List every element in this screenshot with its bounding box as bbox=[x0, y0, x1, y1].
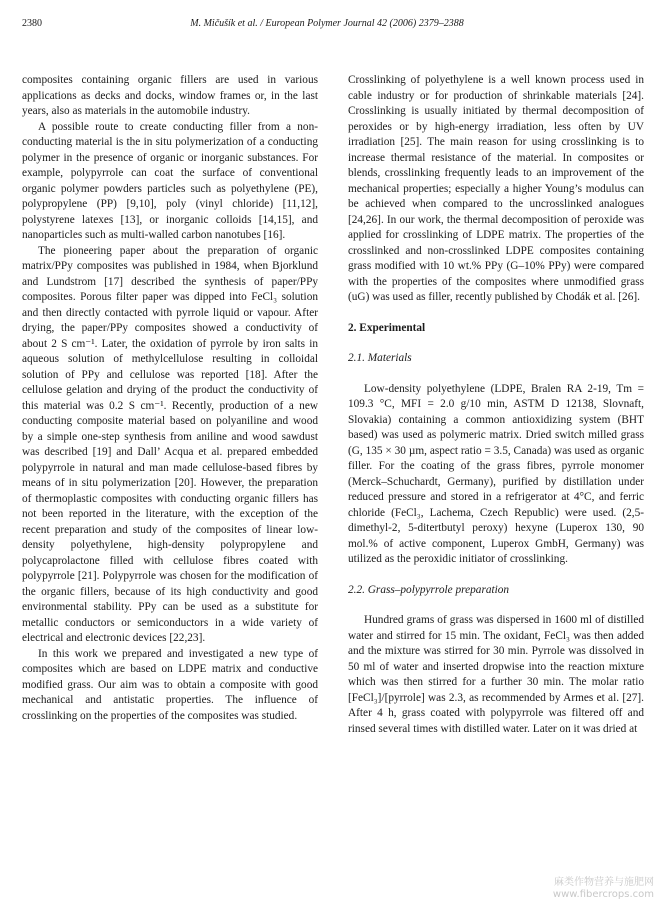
page-header bbox=[22, 18, 632, 38]
watermark-line: 麻类作物营养与施肥网 bbox=[554, 877, 654, 888]
paragraph: Crosslinking of polyethylene is a well known process used in cable industry or for production of shrinkable materials [24]. Crosslinking is usually initiated by thermal decomposition of peroxides or by high-energy irradiation, less often by UV irradiation [25]. The main reason for using crosslinking is to increase thermal resistance of the material. In composites or blends, crosslinking frequently leads to an improvement of the mechanical properties; especially a higher Young’s modulus can be achieved when compared to the uncrosslinked analogues [24,26]. In our work, the thermal decomposition of peroxide was applied for crosslinking of LDPE matrix. The properties of the crosslinked and non-crosslinked LDPE composites containing grass modified with 10 wt.% PPy (G–10% PPy) were compared with the properties of the composites where unmodified grass (uG) was used as filler, recently published by Chodák et al. [26]. bbox=[348, 74, 644, 303]
section-heading: 2. Experimental bbox=[348, 321, 426, 334]
paragraph: Hundred grams of grass was dispersed in 1600 ml of distilled water and stirred for 15 min. The oxidant, FeCl₃ was then added and the mixture was stirred for 30 min. Pyrrole was dissolved in 50 ml of water and inserted dropwise into the reaction mixture which was then stirred for a further 30 min. The molar ratio [FeCl₃]/[pyrrole] was 2.3, as recommended by Armes et al. [27]. After 4 h, grass coated with polypyrrole was filtered off and rinsed several times with distilled water. Later on it was dried at bbox=[348, 614, 644, 735]
paragraph: The pioneering paper about the preparation of organic matrix/PPy composites was published in 1984, when Bjorklund and Lundstrom [17] described the synthesis of paper/PPy composites. Porous filter paper was dipped into FeCl₃ solution and then directly contacted with pyrrole liquid or vapour. After drying, the paper/PPy composites showed a conductivity of about 2 S cm⁻¹. Later, the oxidation of pyrrole by iron salts in aqueous solution of methylcellulose resulting in colloidal solution of PPy and cellulose was reported [18]. After the cellulose gelation and drying of the product the conductivity of this material was 0.2 S cm⁻¹. Recently, production of a new conducting composite material based on polyaniline and wood by a simple one-step synthesis from aniline and wood sawdust was described [19] and Dall’ Acqua et al. prepared embedded polypyrrole in natural and man made cellulose-based fibres by means of in situ polymerization [20]. However, the preparation of thermoplastic composites with conducting organic fillers has not been reported in the literature, with the exception of the recent preparation and study of the composites of linear low-density polyethylene, high-density polypropylene and polycaprolactone filled with cellulose fibres coated with polypyrrole [21]. Polypyrrole was chosen for the modification of the organic fillers, because of its high conductivity and good environmental stability. PPy can be used as a substitute for metallic conductors or semiconductors in a wide variety of electrical and electronic devices [22,23]. bbox=[22, 244, 318, 644]
paragraph: Low-density polyethylene (LDPE, Bralen RA 2-19, Tm = 109.3 °C, MFI = 2.0 g/10 min, ASTM D 12138, Slovnaft, Slovakia) containing a common antioxidizing system (BHT based) was used as polymeric matrix. Dried switch milled grass (G, 135 × 30 µm, aspect ratio = 3.5, Canada) was used as organic filler. For the coating of the grass fibres, pyrrole monomer (Merck–Schuchardt, Germany), purified by distillation under reduced pressure and stored in a refrigerator at 4°C, and ferric chloride (FeCl₃, Lachema, Czech Republic) were used. (2,5-dimethyl-2, 5-ditertbutyl peroxy) hexyne (Luperox 130, 90 mol.% of active component, Luperox GmbH, Germany) was utilized as the peroxidic initiator of crosslinking. bbox=[348, 382, 644, 565]
running-head: M. Mičušík et al. / European Polymer Journal 42 (2006) 2379–2388 bbox=[190, 18, 464, 29]
watermark bbox=[553, 877, 654, 901]
paragraph: composites containing organic fillers are used in various applications as decks and docks, window frames or, in the last years, also as materials in the automobile industry. bbox=[22, 74, 318, 117]
left-column bbox=[22, 73, 318, 724]
subsection-heading: 2.2. Grass–polypyrrole preparation bbox=[348, 583, 510, 596]
subsection-heading: 2.1. Materials bbox=[348, 352, 412, 364]
right-column bbox=[348, 73, 644, 737]
page-number: 2380 bbox=[22, 18, 42, 29]
watermark-line: www.fibercrops.com bbox=[552, 889, 654, 900]
paragraph: In this work we prepared and investigated a new type of composites which are based on LDPE matrix and conductive modified grass. Our aim was to obtain a composite with good mechanical and antistatic properties. The influence of crosslinking on the properties of the composites was studied. bbox=[22, 647, 318, 722]
paragraph: A possible route to create conducting filler from a non-conducting material is the in situ polymerization of a conducting polymer in the presence of organic or inorganic substances. For example, polypyrrole can coat the surface of conventional organic polymer powders particles such as polyethylene (PE), polypropylene (PP) [9,10], poly (vinyl chloride) [11,12], polystyrene latexes [13], or inorganic colloids [14,15], and nanoparticles such as multi-walled carbon nanotubes [16]. bbox=[22, 120, 318, 241]
